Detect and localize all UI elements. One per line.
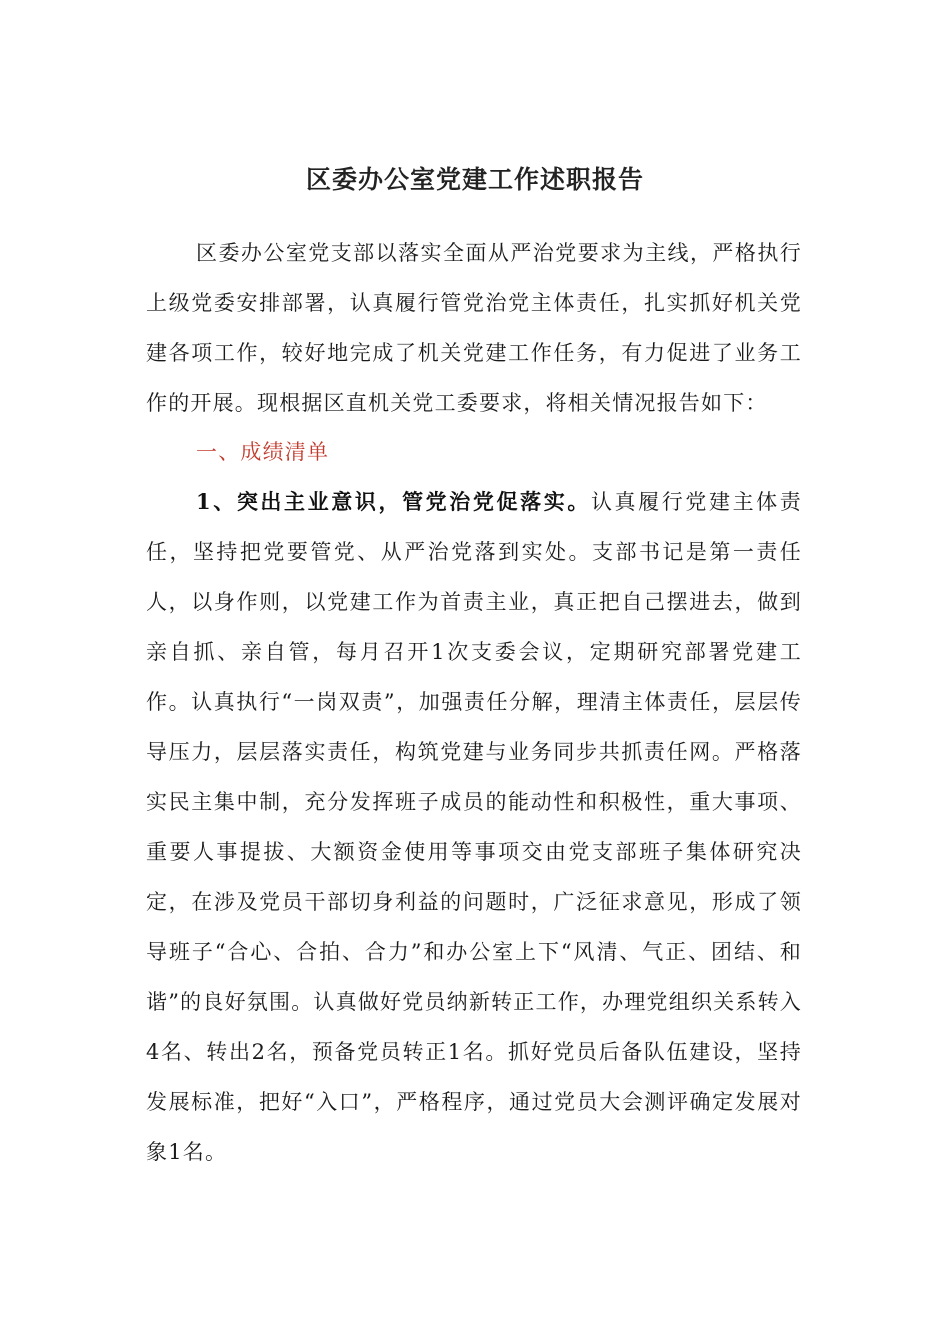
section-heading: 一、成绩清单 xyxy=(196,440,330,464)
intro-paragraph: 区委办公室党支部以落实全面从严治党要求为主线，严格执行上级党委安排部署，认真履行管党治党主体责任，扎实抓好机关党建各项工作，较好地完成了机关党建工作任务，有力促进了业务工作的开展。现根据区直机关党工委要求，将相关情况报告如下： xyxy=(146,241,802,415)
item-1-paragraph xyxy=(146,477,802,1177)
item-1-lead: 1、突出主业意识，管党治党促落实。 xyxy=(196,489,591,514)
document-title: 区委办公室党建工作述职报告 xyxy=(305,165,644,194)
item-1-body: 认真履行党建主体责任，坚持把党要管党、从严治党落到实处。支部书记是第一责任人，以身作则，以党建工作为首责主业，真正把自己摆进去，做到亲自抓、亲自管，每月召开1次支委会议，定期研究部署党建工作。认真执行“一岗双责”，加强责任分解，理清主体责任，层层传导压力，层层落实责任，构筑党建与业务同步共抓责任网。严格落实民主集中制，充分发挥班子成员的能动性和积极性，重大事项、重要人事提拔、大额资金使用等事项交由党支部班子集体研究决定，在涉及党员干部切身利益的问题时，广泛征求意见，形成了领导班子“合心、合拍、合力”和办公室上下“风清、气正、团结、和谐”的良好氛围。认真做好党员纳新转正工作，办理党组织关系转入4名、转出2名，预备党员转正1名。抓好党员后备队伍建设，坚持发展标准，把好“入口”，严格程序，通过党员大会测评确定发展对象1名。 xyxy=(146,490,802,1164)
